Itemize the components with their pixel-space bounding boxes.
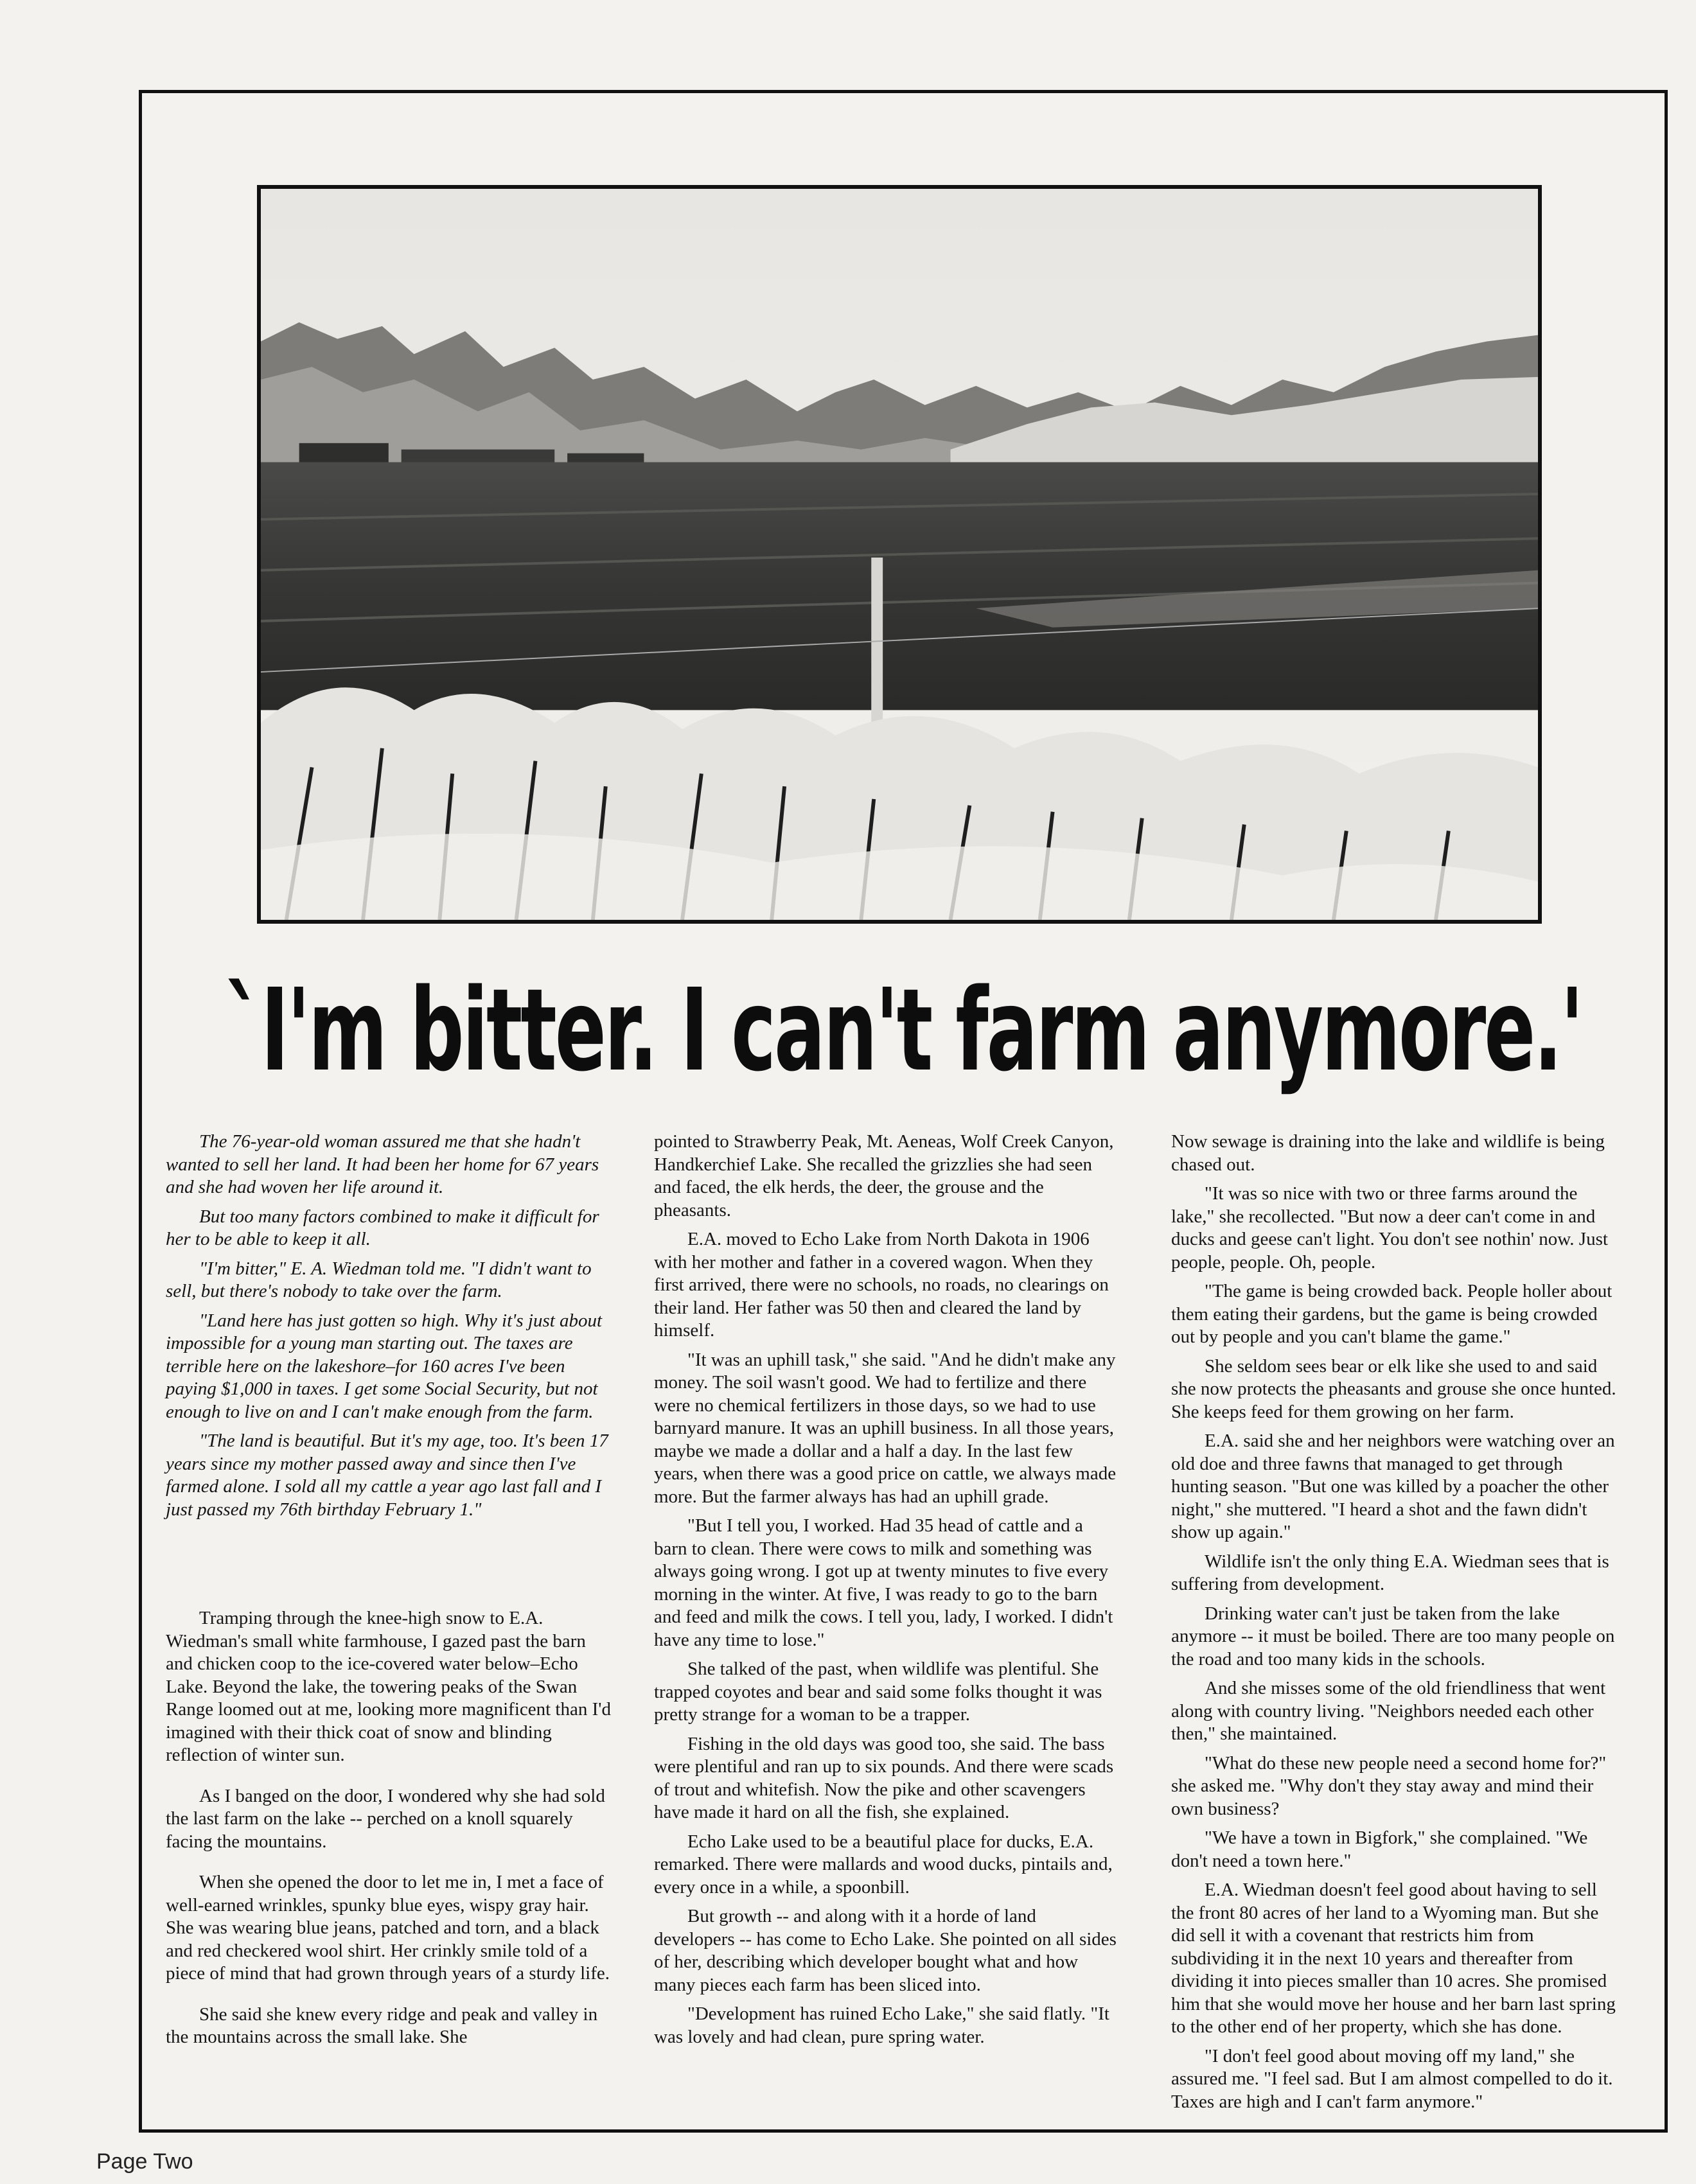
body-paragraph: And she misses some of the old friendliness that went along with country living. "Neighbors needed each other then," she maintained.: [1171, 1678, 1606, 1744]
body-paragraph: "It was so nice with two or three farms around the lake," she recollected. "But now a deer can't come in and ducks and geese can't light. You don't see nothin' now. Just people, people. Oh, people.: [1171, 1183, 1608, 1273]
body-paragraph: "We have a town in Bigfork," she complained. "We don't need a town here.": [1171, 1827, 1588, 1871]
body-paragraph: "But I tell you, I worked. Had 35 head of cattle and a barn to clean. There were cows to milk and something was always going wrong. I got up at twenty minutes to five every morning in the winter. At five, I was ready to go to the barn and feed and milk the cows. I tell you, lady, I worked. I didn't have any time to lose.": [654, 1515, 1113, 1650]
body-paragraph: When she opened the door to let me in, I met a face of well-earned wrinkles, spunky blue eyes, wispy gray hair. She was wearing blue jeans, patched and torn, and a black and red checkered wool shirt. Her crinkly smile told of a piece of mind that had grown through years of a sturdy life.: [166, 1872, 610, 1984]
column-2: [654, 1131, 1117, 2055]
photo-illustration: [261, 189, 1538, 920]
farmland-mountains-photo: [257, 185, 1542, 924]
body-paragraph: E.A. moved to Echo Lake from North Dakota in 1906 with her mother and father in a covered wagon. When they first arrived, there were no schools, no roads, no clearings on their land. Her father was 50 then and cleared the land by himself.: [654, 1229, 1109, 1341]
body-paragraph: Echo Lake used to be a beautiful place for ducks, E.A. remarked. There were mallards and wood ducks, pintails and, every once in a while, a spoonbill.: [654, 1831, 1113, 1898]
headline: `I'm bitter. I can't farm anymore.': [225, 964, 1582, 1096]
body-paragraph: She said she knew every ridge and peak and valley in the mountains across the small lake. She: [166, 2003, 598, 2047]
body-paragraph: pointed to Strawberry Peak, Mt. Aeneas, Wolf Creek Canyon, Handkerchief Lake. She recalled the grizzlies she had seen and faced, the elk herds, the deer, the grouse and the pheasants.: [654, 1131, 1114, 1220]
body-paragraph: But growth -- and along with it a horde of land developers -- has come to Echo Lake. She pointed on all sides of her, describing which developer bought what and how many pieces each farm has been sliced into.: [654, 1906, 1117, 1995]
intro-paragraph: "The land is beautiful. But it's my age, too. It's been 17 years since my mother passed away and since then I've farmed alone. I sold all my cattle a year ago last fall and I just passed my 76th birthday February 1.": [166, 1431, 608, 1520]
spacer: [166, 1992, 615, 2003]
body-paragraph: "It was an uphill task," she said. "And he didn't make any money. The soil wasn't good. We had to fertilize and there were no chemical fertilizers in those days, so we had to use barnyard manure. It was an uphill business. In all those years, maybe we made a dollar and a half a day. In the last few years, when there was a good price on cattle, we always made more. But the farmer always has had an uphill grade.: [654, 1349, 1117, 1507]
intro-paragraph: "Land here has just gotten so high. Why it's just about impossible for a young man starting out. The taxes are terrible here on the lakeshore–for 160 acres I've been paying $1,000 in taxes. I get some Social Security, but not enough to live on and I can't make enough from the farm.: [166, 1310, 603, 1422]
body-paragraph: She talked of the past, when wildlife was plentiful. She trapped coyotes and bear and said some folks thought it was pretty strange for a woman to be a trapper.: [654, 1659, 1102, 1725]
page-number-label: Page Two: [96, 2149, 193, 2174]
body-paragraph: Drinking water can't just be taken from the lake anymore -- it must be boiled. There are too many people on the road and too many kids in the schools.: [1171, 1603, 1615, 1669]
spacer: [166, 1860, 615, 1871]
body-paragraph: Tramping through the knee-high snow to E.A. Wiedman's small white farmhouse, I gazed past the barn and chicken coop to the ice-covered water below–Echo Lake. Beyond the lake, the towering peaks of the Swan Range loomed out at me, looking more magnificent than I'd imagined with their thick coat of snow and blinding reflection of winter sun.: [166, 1608, 611, 1765]
column-3: [1171, 1131, 1621, 2120]
body-paragraph: E.A. said she and her neighbors were watching over an old doe and three fawns that managed to get through hunting season. "But one was killed by a poacher the other night," she muttered. "I heard a shot and the fawn didn't show up again.": [1171, 1431, 1615, 1542]
body-paragraph: E.A. Wiedman doesn't feel good about having to sell the front 80 acres of her land to a Wyoming man. But she did sell it with a covenant that restricts him from subdividing it in the next 10 years and thereafter from dividing it into pieces smaller than 10 acres. She promised him that she would move her house and her barn last spring to the other end of her property, which she has done.: [1171, 1880, 1616, 2037]
body-paragraph: Fishing in the old days was good too, she said. The bass were plentiful and ran up to six pounds. And there were scads of trout and whitefish. Now the pike and other scavengers have made it hard on all the fish, she explained.: [654, 1733, 1114, 1822]
spacer: [166, 1774, 615, 1785]
column-1: [166, 1131, 615, 2056]
body-paragraph: She seldom sees bear or elk like she used to and said she now protects the pheasants and grouse she once hunted. She keeps feed for them growing on her farm.: [1171, 1355, 1616, 1422]
intro-block: [166, 1131, 615, 1521]
body-paragraph: "The game is being crowded back. People holler about them eating their gardens, but the game is being crowded out by people and you can't blame the game.": [1171, 1281, 1612, 1347]
intro-paragraph: But too many factors combined to make it difficult for her to be able to keep it all.: [166, 1206, 599, 1249]
body-paragraph: Now sewage is draining into the lake and wildlife is being chased out.: [1171, 1131, 1605, 1175]
spacer: [166, 1528, 615, 1607]
body-paragraph: "I don't feel good about moving off my land," she assured me. "I feel sad. But I am almost compelled to do it. Taxes are high and I can't farm anymore.": [1171, 2045, 1613, 2112]
intro-paragraph: The 76-year-old woman assured me that she hadn't wanted to sell her land. It had been her home for 67 years and she had woven her life around it.: [166, 1131, 599, 1197]
intro-paragraph: "I'm bitter," E. A. Wiedman told me. "I didn't want to sell, but there's nobody to take over the farm.: [166, 1258, 592, 1301]
body-paragraph: Wildlife isn't the only thing E.A. Wiedman sees that is suffering from development.: [1171, 1551, 1609, 1594]
body-paragraph: As I banged on the door, I wondered why she had sold the last farm on the lake -- perched on a knoll squarely facing the mountains.: [166, 1785, 605, 1852]
body-paragraph: "What do these new people need a second home for?" she asked me. "Why don't they stay away and mind their own business?: [1171, 1752, 1607, 1819]
body-paragraph: "Development has ruined Echo Lake," she said flatly. "It was lovely and had clean, pure spring water.: [654, 2003, 1109, 2047]
